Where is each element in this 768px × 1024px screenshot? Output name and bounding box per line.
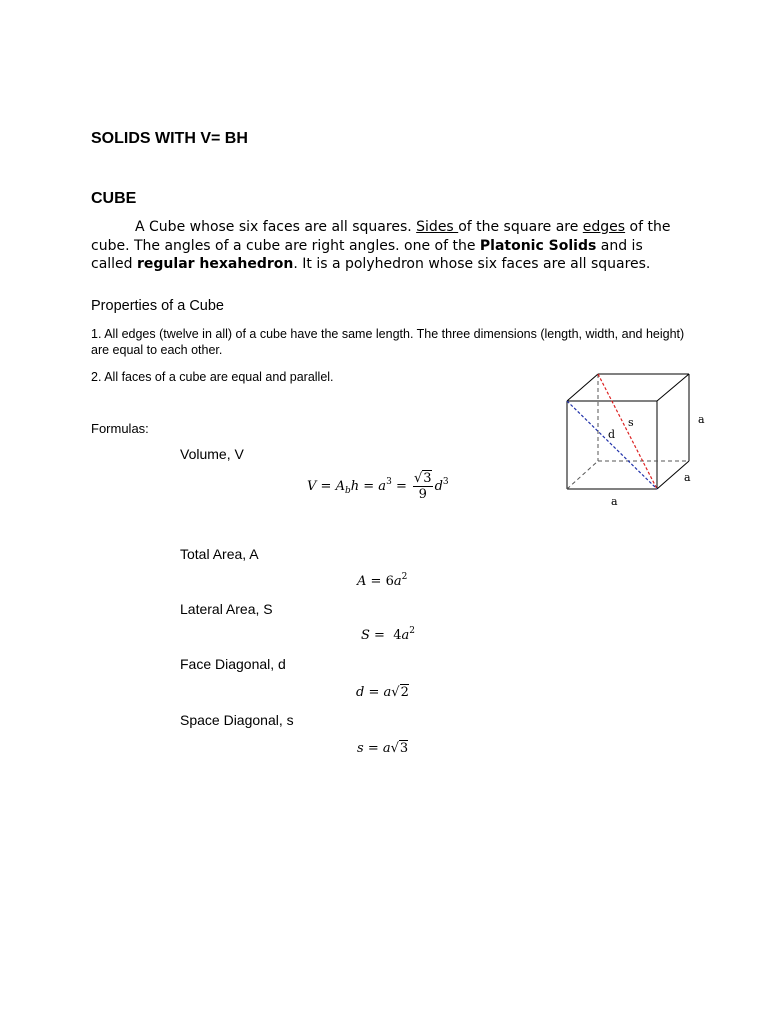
cube-edge [657,374,689,401]
space-diagonal-line [598,374,657,489]
space-diagonal-formula: s = a√3 [357,741,409,756]
face-diagonal-line [567,401,657,489]
page-heading: SOLIDS WITH V= BH [91,130,248,147]
intro-text-5: . It is a polyhedron whose six faces are all squares. [293,256,651,272]
formulas-label: Formulas: [91,421,149,436]
cube-diagram [555,365,715,515]
face-diagonal-label: d [608,428,616,441]
total-area-formula: $A = 6a^2$ [357,572,408,589]
face-diagonal-label: Face Diagonal, d [180,656,286,672]
space-diagonal-label: s [628,416,634,429]
property-item-2: 2. All faces of a cube are equal and parallel. [91,370,334,384]
depth-label: a [684,471,691,484]
platonic-solids-term: Platonic Solids [479,237,597,254]
cube-hidden-edges [567,374,689,489]
cube-title: CUBE [91,190,137,207]
space-diagonal-label: Space Diagonal, s [180,712,294,728]
regular-hexahedron-term: regular hexahedron [137,256,294,272]
property-item-1: 1. All edges (twelve in all) of a cube have the same length. The three dimensions (length, width, and height) are equal to each other. [91,327,685,357]
cube-visible-edges [567,374,689,489]
intro-text-4: and is called [91,237,643,272]
volume-label: Volume, V [180,446,244,462]
cube-edge [567,374,598,401]
height-label: a [698,413,705,426]
lateral-area-formula: $S = 4a^2$ [361,626,415,643]
intro-text-2: of the square are [458,219,583,235]
hidden-edge [567,461,598,489]
intro-text-1: A Cube whose six faces are all squares. [135,219,417,235]
volume-formula: $V = A_bh = a^3$ = $\frac{√3}{9}$ $d^3$ [307,471,449,502]
edges-link: edges [582,219,626,235]
face-diagonal-formula: d = a√2 [356,685,409,700]
lateral-area-label: Lateral Area, S [180,601,273,617]
intro-text-3: of the cube. The angles of a cube are right angles. one of the [91,219,671,254]
total-area-label: Total Area, A [180,546,259,562]
width-label: a [611,495,618,508]
cube-intro-paragraph [91,218,671,274]
sides-link: Sides [416,219,459,235]
properties-heading: Properties of a Cube [91,298,224,314]
